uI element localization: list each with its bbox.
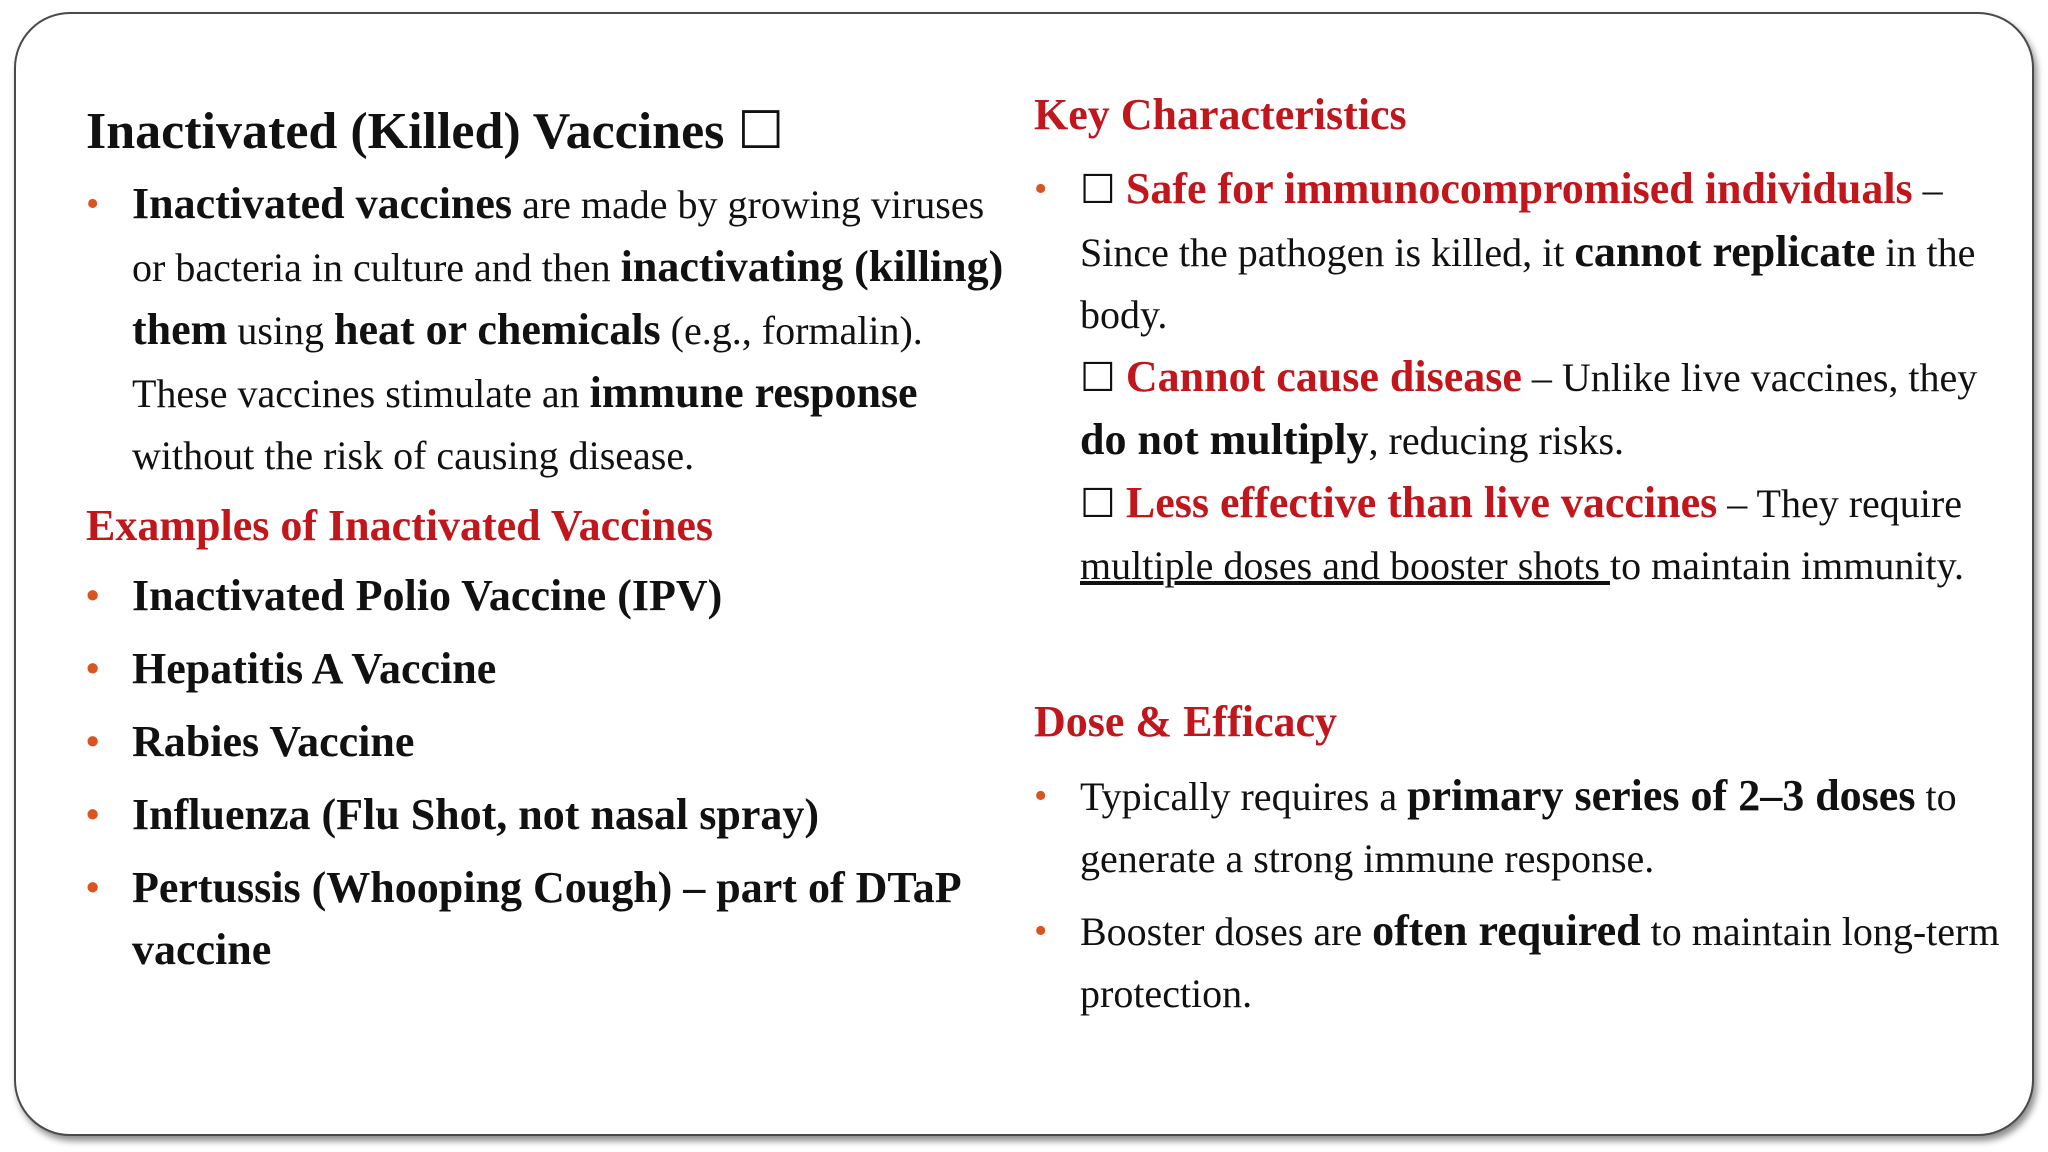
key-characteristics-bullet <box>1034 158 2014 597</box>
characteristic-no-disease <box>1080 346 2014 472</box>
intro-term-inactivated: Inactivated vaccines <box>132 179 513 228</box>
example-item: • Influenza (Flu Shot, not nasal spray) <box>86 784 1006 846</box>
characteristic-less-effective-title: Less effective than live vaccines <box>1125 478 1718 527</box>
checkbox-glyph-icon: ☐ <box>1080 481 1116 527</box>
characteristic-no-disease-text-2: , reducing risks. <box>1368 418 1625 463</box>
dose-bullet-primary <box>1034 765 2014 890</box>
intro-text-3: (e.g., formalin). These vaccines stimulate an <box>132 308 923 416</box>
examples-heading: Examples of Inactivated Vaccines <box>86 501 713 550</box>
slide-title-text: Inactivated (Killed) Vaccines <box>86 103 725 160</box>
characteristic-no-disease-title: Cannot cause disease <box>1125 352 1522 401</box>
characteristic-no-disease-text-1: – Unlike live vaccines, they <box>1521 355 1978 400</box>
characteristic-less-effective-underlined: multiple doses and booster shots <box>1080 543 1610 588</box>
characteristic-less-effective-text-2: to maintain immunity. <box>1609 543 1965 588</box>
key-characteristics-heading: Key Characteristics <box>1034 90 1407 139</box>
characteristic-safe-text-1: – Since the pathogen is killed, it <box>1080 167 1943 275</box>
checkbox-glyph-icon: ☐ <box>1080 167 1116 213</box>
dose-bullet-booster <box>1034 900 2014 1025</box>
slide-title <box>86 98 1006 165</box>
key-characteristics-list <box>1034 158 2014 597</box>
intro-text-2: using <box>227 308 334 353</box>
intro-term-inactivating: inactivating (killing) them <box>132 242 1004 354</box>
dose-efficacy-list <box>1034 765 2014 1025</box>
intro-term-immune: immune response <box>589 368 918 417</box>
dose-primary-text-1: Typically requires a <box>1080 774 1408 819</box>
dose-efficacy-heading: Dose & Efficacy <box>1034 697 1338 746</box>
checkbox-glyph-icon: ☐ <box>1080 355 1116 401</box>
dose-booster-bold: often required <box>1372 906 1641 955</box>
checkbox-glyph-icon: ☐ <box>737 101 785 161</box>
characteristic-safe <box>1080 158 2014 346</box>
characteristic-safe-bold: cannot replicate <box>1574 227 1876 276</box>
characteristic-less-effective <box>1080 472 2014 597</box>
left-column <box>86 76 1006 992</box>
right-column <box>1034 76 2014 1025</box>
dose-primary-text-2: to generate a strong immune response. <box>1080 774 1957 881</box>
example-item: • Rabies Vaccine <box>86 711 1006 773</box>
characteristic-no-disease-bold: do not multiply <box>1080 415 1369 464</box>
intro-list <box>86 173 1006 487</box>
characteristic-safe-title: Safe for immunocompromised individuals <box>1125 164 1913 213</box>
intro-text-1: are made by growing viruses or bacteria in culture and then <box>132 182 985 290</box>
characteristic-less-effective-text-1: – They require <box>1717 481 1962 526</box>
slide-frame <box>14 12 2034 1136</box>
example-item: • Hepatitis A Vaccine <box>86 638 1006 700</box>
examples-list <box>86 565 1006 981</box>
example-item: • Pertussis (Whooping Cough) – part of DTaP vaccine <box>86 857 1006 981</box>
dose-booster-text-1: Booster doses are <box>1080 909 1373 954</box>
intro-term-heat: heat or chemicals <box>334 305 661 354</box>
intro-bullet <box>86 173 1006 487</box>
example-item: • Inactivated Polio Vaccine (IPV) <box>86 565 1006 627</box>
dose-booster-text-2: to maintain long-term protection. <box>1080 909 2000 1016</box>
characteristic-safe-text-2: in the body. <box>1080 230 1976 337</box>
dose-primary-bold: primary series of 2–3 doses <box>1407 771 1916 820</box>
intro-text-4: without the risk of causing disease. <box>132 433 695 478</box>
